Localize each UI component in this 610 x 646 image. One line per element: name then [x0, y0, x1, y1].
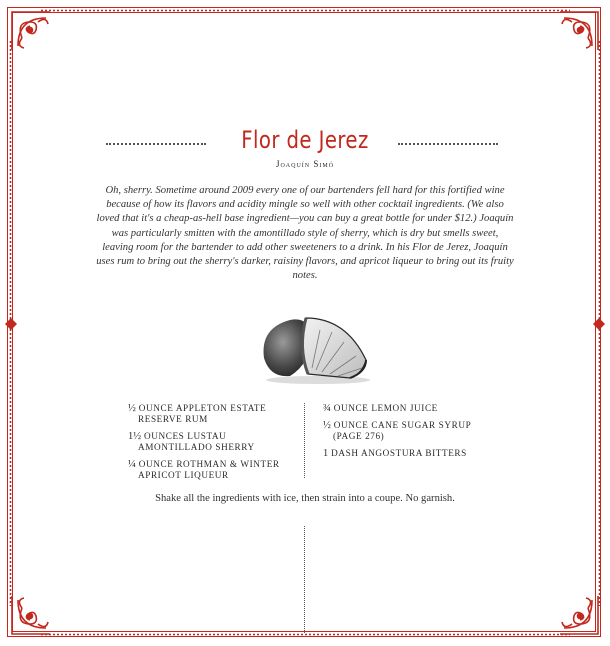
ingredients-right-column [323, 403, 493, 465]
ingredient-amount: ¼ [128, 459, 136, 470]
corner-ornament-icon [8, 8, 54, 54]
recipe-method: Shake all the ingredients with ice, then strain into a coupe. No garnish. [155, 493, 455, 504]
ingredient-amount: ¾ [323, 403, 331, 414]
recipe-intro: Oh, sherry. Sometime around 2009 every one of our bartenders fell hard for this fortified wine because of how its flavors and acidity mingle so well with other cocktail ingredients. (We also loved that it's a cheap-as-hell base ingredient—you can buy a great bottle for under $12.) Joaquín was particularly smitten with the amontillado style of sherry, which is dry but smells sweet, leaving room for the bartender to add other sweeteners to a drink. In his Flor de Jerez, Joaquín uses rum to bring out the sherry's darker, raisiny flavors, and apricot liqueur to bring out its fruity notes. [96, 185, 514, 282]
ingredient-item [323, 420, 493, 442]
bottom-dotted-rule [304, 526, 305, 633]
lemon-wedges-illustration-icon [250, 308, 380, 386]
ingredient-line: AMONTILLADO SHERRY [138, 442, 255, 452]
ingredient-amount: 1½ [128, 431, 142, 442]
ingredient-item [128, 431, 296, 453]
ingredient-line: OUNCE APPLETON ESTATE [138, 403, 267, 413]
corner-ornament-icon [556, 8, 602, 54]
ingredient-line: OUNCES LUSTAU [144, 431, 227, 441]
corner-ornament-icon [556, 592, 602, 638]
ingredient-line: OUNCE ROTHMAN & WINTER [138, 459, 280, 469]
ingredient-amount: ½ [128, 403, 136, 414]
title-row [0, 126, 610, 160]
corner-ornament-icon [8, 592, 54, 638]
ingredient-line: DASH ANGOSTURA BITTERS [331, 448, 467, 458]
frame-beads-top [40, 9, 570, 12]
ingredient-amount: ½ [323, 420, 331, 431]
ingredients-left-column [128, 403, 296, 487]
side-ornament-icon [593, 318, 605, 330]
ingredient-item [323, 448, 493, 459]
title-dotted-rule-right [398, 143, 498, 147]
ingredient-line: APRICOT LIQUEUR [138, 470, 229, 480]
frame-beads-bottom [40, 633, 570, 636]
ingredient-item [128, 403, 296, 425]
ingredient-item [323, 403, 493, 414]
recipe-title: Flor de Jerez [241, 126, 369, 154]
ingredient-line: RESERVE RUM [138, 414, 208, 424]
ingredient-item [128, 459, 296, 481]
ingredient-line: OUNCE LEMON JUICE [333, 403, 438, 413]
ingredients-dotted-divider [304, 403, 305, 478]
ingredient-line: (PAGE 276) [333, 431, 385, 441]
ingredient-line: OUNCE CANE SUGAR SYRUP [333, 420, 472, 430]
ingredient-amount: 1 [323, 448, 329, 459]
recipe-author: Joaquín Simó [275, 159, 335, 169]
side-ornament-icon [5, 318, 17, 330]
